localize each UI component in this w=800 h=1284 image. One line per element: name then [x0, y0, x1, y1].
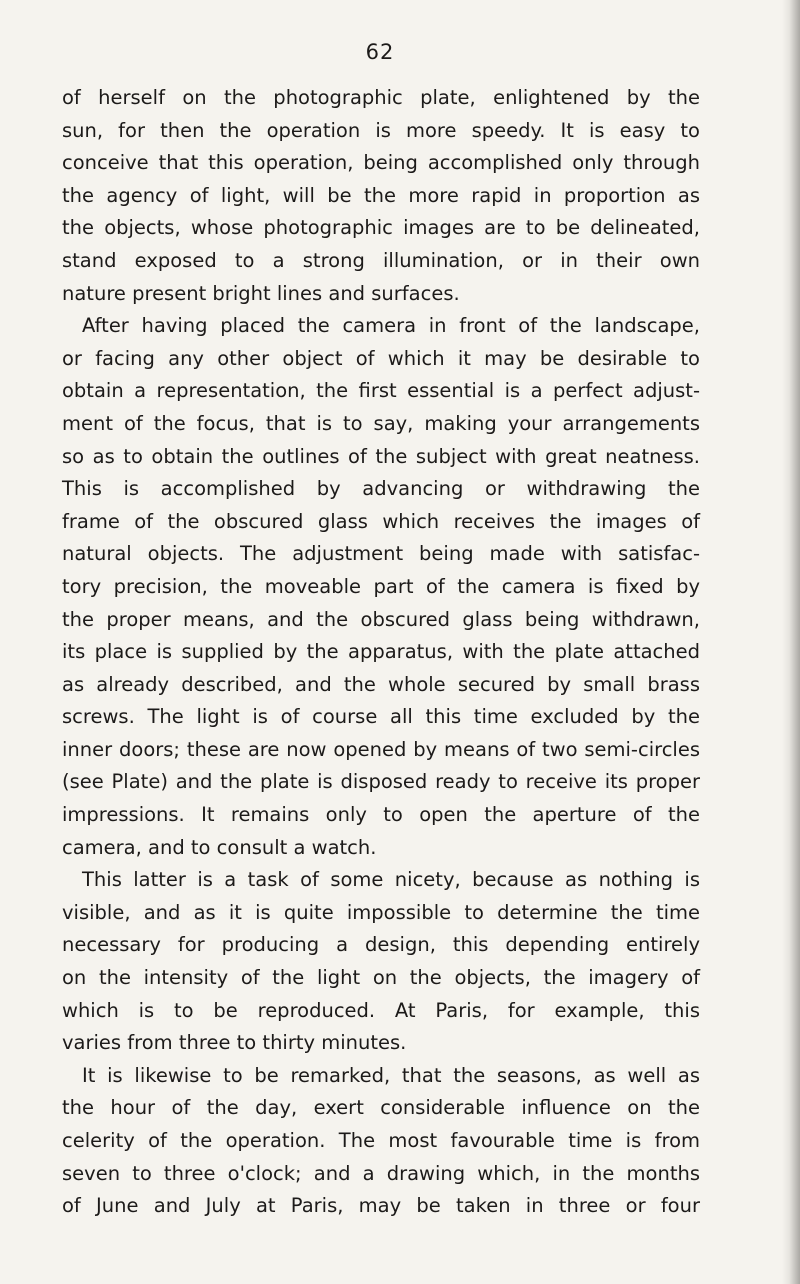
text-line: visible, and as it is quite impossible to determine the time: [62, 900, 700, 924]
page-number: 62: [365, 40, 395, 64]
text-line: the hour of the day, exert considerable influence on the: [62, 1096, 700, 1120]
text-line: conceive that this operation, being accomplished only through: [62, 151, 700, 175]
text-line: nature present bright lines and surfaces.: [62, 281, 460, 305]
text-line: of June and July at Paris, may be taken in three or four: [62, 1194, 700, 1218]
text-line: natural objects. The adjustment being made with satisfac-: [62, 542, 700, 566]
text-line: This is accomplished by advancing or withdrawing the: [62, 477, 700, 501]
text-line: the objects, whose photographic images are to be delineated,: [62, 216, 700, 240]
text-line: of herself on the photographic plate, enlightened by the: [62, 86, 700, 109]
text-line: camera, and to consult a watch.: [62, 835, 377, 859]
body-text: [62, 82, 700, 1223]
text-line: as already described, and the whole secured by small brass: [62, 672, 700, 696]
text-line: inner doors; these are now opened by means of two semi-circles: [62, 737, 700, 761]
text-line: obtain a representation, the first essential is a perfect adjust-: [62, 379, 700, 403]
text-line: This latter is a task of some nicety, because as nothing is: [82, 868, 700, 892]
text-line: varies from three to thirty minutes.: [62, 1031, 407, 1055]
page-edge-shadow: [782, 0, 800, 1284]
text-line: stand exposed to a strong illumination, or in their own: [62, 248, 700, 272]
text-line: tory precision, the moveable part of the camera is fixed by: [62, 574, 700, 598]
text-line: the agency of light, will be the more rapid in proportion as: [62, 183, 700, 207]
text-line: necessary for producing a design, this depending entirely: [62, 933, 700, 957]
text-line: After having placed the camera in front of the landscape,: [82, 314, 700, 338]
text-line: seven to three o'clock; and a drawing which, in the months: [62, 1161, 700, 1185]
text-line: frame of the obscured glass which receives the images of: [62, 509, 700, 533]
text-line: ment of the focus, that is to say, making your arrangements: [62, 411, 700, 435]
text-line: which is to be reproduced. At Paris, for example, this: [62, 998, 700, 1022]
text-line: on the intensity of the light on the objects, the imagery of: [62, 966, 700, 990]
text-line: (see Plate) and the plate is disposed ready to receive its proper: [62, 770, 700, 794]
text-line: or facing any other object of which it may be desirable to: [62, 346, 700, 370]
text-line: screws. The light is of course all this time excluded by the: [62, 705, 700, 729]
text-line: celerity of the operation. The most favourable time is from: [62, 1129, 700, 1152]
text-line: sun, for then the operation is more speedy. It is easy to: [62, 118, 700, 142]
text-line: It is likewise to be remarked, that the seasons, as well as: [82, 1063, 700, 1087]
text-line: the proper means, and the obscured glass being withdrawn,: [62, 607, 700, 631]
text-line: impressions. It remains only to open the aperture of the: [62, 803, 700, 827]
text-line: its place is supplied by the apparatus, with the plate attached: [62, 640, 700, 664]
text-line: so as to obtain the outlines of the subject with great neatness.: [62, 444, 700, 468]
